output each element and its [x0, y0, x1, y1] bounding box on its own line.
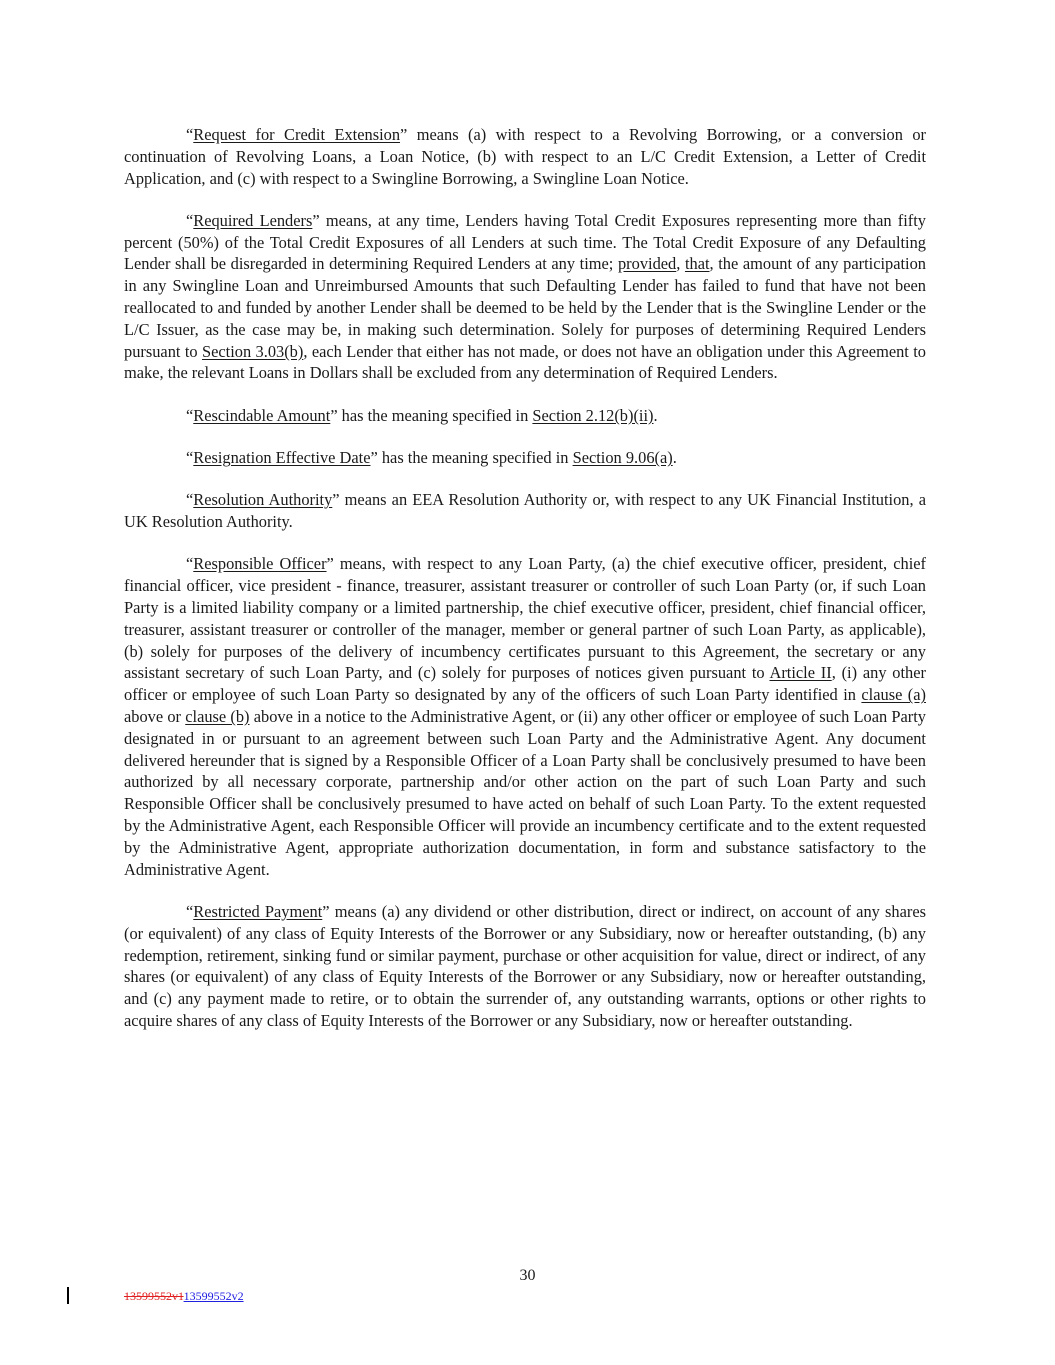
- defined-term: Responsible Officer: [193, 554, 327, 574]
- definition-text: ” means (a) any dividend or other distribution, direct or indirect, on account of any shares (or equivalent) of any class of Equity Interests of the Borrower or any Subsidiary, now or hereafter outstanding, (b) any redemption, retirement, sinking fund or similar payment, purchase or other acquisition for value, direct or indirect, of any shares (or equivalent) of any class of Equity Interests of the Borrower or any Subsidiary, now or hereafter outstanding, and (c) any payment made to retire, or to obtain the surrender of, any outstanding warrants, options or other rights to acquire shares of any class of Equity Interests of the Borrower or any Subsidiary, now or hereafter outstanding.: [124, 901, 926, 1030]
- definition-text: .: [672, 448, 677, 468]
- cross-reference: provided: [617, 254, 677, 274]
- cross-reference: clause (b): [185, 707, 250, 727]
- definition-text: ” means an EEA Resolution Authority or, with respect to any UK Financial Institution, a UK Resolution Authority.: [124, 490, 926, 532]
- definition-text: “: [186, 554, 194, 574]
- definition-text: “: [186, 448, 194, 468]
- definition-required-lenders: [124, 210, 926, 384]
- definition-text: above in a notice to the Administrative Agent, or (ii) any other officer or employee of such Loan Party designated in or pursuant to an agreement between such Loan Party and the Administrative Agent. Any document delivered hereunder that is signed by a Responsible Officer of a Loan Party shall be conclusively presumed to have been authorized by all necessary corporate, partnership and/or other action on the part of such Loan Party and such Responsible Officer shall be conclusively presumed to have acted on behalf of such Loan Party. To the extent requested by the Administrative Agent, each Responsible Officer will provide an incumbency certificate and to the extent requested by the Administrative Agent, appropriate authorization documentation, in form and substance satisfactory to the Administrative Agent.: [124, 707, 926, 879]
- cross-reference: Article II: [769, 663, 832, 683]
- definition-request-for-credit-extension: [124, 124, 926, 189]
- defined-term: Resolution Authority: [193, 490, 333, 510]
- definition-text: ” means (a) with respect to a Revolving Borrowing, or a conversion or continuation of Revolving Loans, a Loan Notice, (b) with respect to an L/C Credit Extension, a Letter of Credit Application, and (c) with respect to a Swingline Borrowing, a Swingline Loan Notice.: [124, 125, 926, 188]
- definition-rescindable-amount: [124, 405, 926, 427]
- definition-text: ” means, at any time, Lenders having Total Credit Exposures representing more than fifty percent (50%) of the Total Credit Exposures of all Lenders at such time. The Total Credit Exposure of any Defaulting Lender shall be disregarded in determining Required Lenders at any time;: [124, 210, 927, 274]
- defined-term: Resignation Effective Date: [193, 448, 371, 468]
- definition-text: “: [186, 901, 194, 921]
- cross-reference: Section 2.12(b)(ii): [532, 405, 654, 425]
- definition-text: ” has the meaning specified in: [330, 405, 533, 425]
- definition-responsible-officer: [124, 553, 926, 880]
- defined-term: Required Lenders: [193, 210, 313, 230]
- inserted-document-id: 13599552v2: [183, 1289, 244, 1303]
- deleted-document-id: 13599552v1: [124, 1289, 184, 1303]
- definition-text: “: [186, 125, 194, 144]
- cross-reference: Section 9.06(a): [572, 448, 673, 468]
- definition-text: , the amount of any participation in any Swingline Loan and Unreimbursed Amounts that such Defaulting Lender has failed to fund that have not been reallocated to and funded by another Lender shall be deemed to be held by the Lender that is the Swingline Lender or the L/C Issuer, as the case may be, in making such determination. Solely for purposes of determining Required Lenders pursuant to: [124, 254, 926, 361]
- document-body: [124, 124, 926, 1052]
- definition-resignation-effective-date: [124, 447, 926, 469]
- definition-text: above or: [124, 707, 186, 727]
- definition-text: .: [653, 405, 658, 425]
- cross-reference: Section 3.03(b): [201, 341, 304, 361]
- cross-reference: that: [684, 254, 710, 274]
- revision-change-bar: [67, 1287, 69, 1304]
- definition-text: “: [186, 490, 194, 510]
- definition-restricted-payment: [124, 901, 926, 1032]
- definition-text: “: [186, 210, 194, 230]
- definition-text: , each Lender that either has not made, or does not have an obligation under this Agreement to make, the relevant Loans in Dollars shall be excluded from any determination of Required Lenders.: [124, 341, 926, 383]
- defined-term: Request for Credit Extension: [193, 125, 401, 144]
- document-id-footer: [124, 1289, 244, 1304]
- cross-reference: clause (a): [861, 685, 926, 705]
- definition-text: , (i) any other officer or employee of such Loan Party so designated by any of the officers of such Loan Party identified in: [124, 663, 926, 705]
- definition-text: ” means, with respect to any Loan Party, (a) the chief executive officer, president, chief financial officer, vice president - finance, treasurer, assistant treasurer or controller of such Loan Party (or, if such Loan Party is a limited liability company or a limited partnership, the chief executive officer, president, chief financial officer, treasurer, assistant treasurer or controller of the manager, member or general partner of such Loan Party, as applicable), (b) solely for purposes of the delivery of incumbency certificates pursuant to this Agreement, the secretary or any assistant secretary of such Loan Party, and (c) solely for purposes of notices given pursuant to: [124, 554, 926, 683]
- page-number: 30: [519, 1267, 536, 1284]
- definition-text: ” has the meaning specified in: [370, 448, 573, 468]
- defined-term: Restricted Payment: [193, 901, 323, 921]
- defined-term: Rescindable Amount: [193, 405, 331, 425]
- definition-text: “: [186, 405, 194, 425]
- definition-resolution-authority: [124, 489, 926, 533]
- definition-text: ,: [676, 254, 685, 274]
